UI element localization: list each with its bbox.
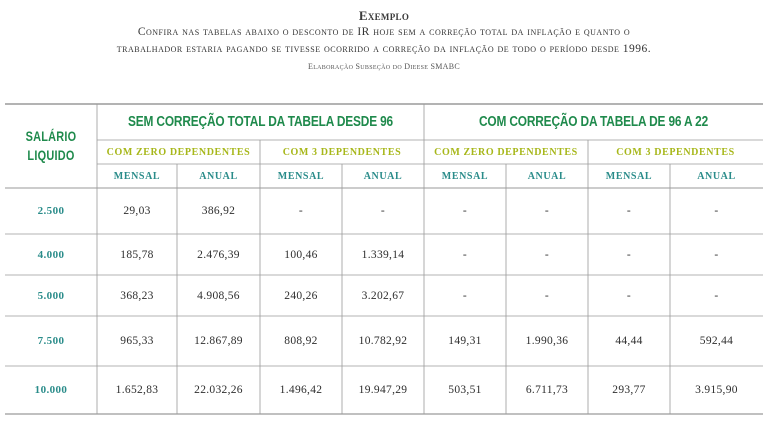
subgroup-title: COM 3 DEPENDENTES [616,146,735,158]
value-cell: 100,46 [284,248,318,261]
column-title: ANUAL [527,170,567,182]
value-cell: 6.711,73 [525,384,569,396]
value-cell: - [626,248,632,261]
intro-line-1: Confira nas tabelas abaixo o desconto de IR hoje sem a correção total da inflação e quanto o [137,26,631,38]
value-cell: 29,03 [123,205,151,217]
value-cell: - [380,205,386,217]
salario-cell: 7.500 [37,335,65,347]
group-title: SEM CORREÇÃO TOTAL DA TABELA DESDE 96 [127,114,394,130]
value-cell: - [544,248,550,261]
value-cell: 185,78 [120,248,154,261]
subgroup-title: COM ZERO DEPENDENTES [106,146,251,158]
value-cell: 4.908,56 [197,289,240,302]
value-cell: - [544,205,550,217]
column-title: ANUAL [363,170,403,182]
salario-liquido-header [15,104,87,188]
value-cell: 1.339,14 [361,248,405,261]
value-cell: - [298,205,304,217]
value-cell: 3.915,90 [695,384,738,396]
value-cell: 22.032,26 [194,384,243,396]
value-cell: 293,77 [612,384,646,396]
value-cell: 19.947,29 [358,384,408,396]
value-cell: 240,26 [284,289,318,302]
value-cell: 503,51 [448,384,482,396]
value-cell: 10.782,92 [358,335,408,347]
value-cell: 1.496,42 [279,384,323,396]
value-cell: - [626,289,632,302]
column-title: MENSAL [277,170,325,182]
salario-header-line: LIQUIDO [27,147,75,163]
value-cell: - [544,289,550,302]
salario-header-line: SALÁRIO [25,128,77,144]
value-cell: - [714,289,719,302]
group-title: COM CORREÇÃO DA TABELA DE 96 A 22 [478,114,709,130]
value-cell: 368,23 [120,289,154,302]
value-cell: 1.990,36 [525,335,569,347]
intro-line-2: trabalhador estaria pagando se tivesse ocorrido a correção da inflação de todo o período desde 1996. [116,43,652,55]
value-cell: - [462,205,468,217]
salario-cell: 5.000 [37,289,65,302]
value-cell: 12.867,89 [194,335,243,347]
value-cell: 149,31 [448,335,482,347]
column-title: ANUAL [697,170,736,182]
value-cell: - [714,205,719,217]
value-cell: 386,92 [201,205,236,217]
source-note: Elaboração Subseção do Dieese SMABC [308,62,460,71]
salario-cell: 2.500 [37,205,65,217]
column-title: MENSAL [113,170,161,182]
subgroup-title: COM ZERO DEPENDENTES [434,146,578,158]
value-cell: 808,92 [284,335,318,347]
salario-cell: 4.000 [37,248,65,261]
value-cell: 592,44 [699,335,734,347]
page-title: Exemplo [358,8,410,23]
value-cell: - [714,248,719,261]
subgroup-title: COM 3 DEPENDENTES [282,146,402,158]
value-cell: 44,44 [615,335,643,347]
value-cell: 2.476,39 [197,248,240,261]
value-cell: 3.202,67 [361,289,405,302]
value-cell: 1.652,83 [115,384,159,396]
column-title: MENSAL [605,170,653,182]
column-title: ANUAL [199,170,238,182]
value-cell: - [462,289,468,302]
value-cell: - [626,205,632,217]
value-cell: 965,33 [120,335,154,347]
salario-cell: 10.000 [34,384,68,396]
value-cell: - [462,248,468,261]
column-title: MENSAL [441,170,489,182]
